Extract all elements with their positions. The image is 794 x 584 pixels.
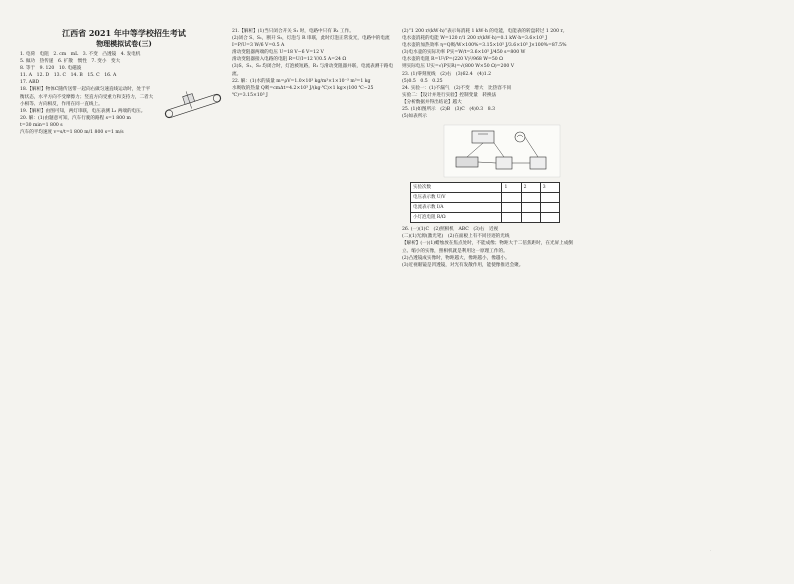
answer-line: 17. ABD [20, 80, 40, 86]
table-cell [521, 213, 540, 223]
answer-line: 19.【解析】由图可知，两灯串联，电压表测 L₁ 两端的电压。 [20, 108, 146, 114]
answer-block-26 [402, 226, 580, 269]
table-row-label: 电压表示数 U/V [411, 193, 502, 203]
table-cell [521, 193, 540, 203]
answer-line: 滑动变阻器接入电路的电阻 R=U/I=12 V/0.5 A=24 Ω [232, 57, 347, 63]
table-header-cell: 实验次数 [411, 183, 502, 193]
table-header-cell: 2 [521, 183, 540, 193]
answer-line: 5. 做功 热传递 6. 扩散 惯性 7. 变小 变大 [20, 59, 121, 65]
answer-line: 电水壶消耗的电能 W=120 r/1 200 r/(kW·h)=0.1 kW·h=3.6×10⁵ J [402, 36, 548, 42]
answer-line: 20. 解：(1)由题意可知，汽车行驶的路程 s=1 800 m [20, 115, 131, 121]
circuit-diagram [442, 123, 562, 179]
answer-line: (3)近视眼镜是凹透镜，对光有发散作用，能使像推迟会聚。 [402, 262, 524, 268]
answer-line: (2)“1 200 r/(kW·h)”表示每消耗 1 kW·h 的电能，电能表的转盘转过 1 200 r。 [402, 29, 568, 34]
answer-line: 电水壶的电阻 R=U²/P=(220 V)²/968 W=50 Ω [402, 57, 503, 63]
answer-line: 【分析数据并得出结论】越大 [402, 99, 462, 105]
table-row [411, 193, 560, 203]
answer-line: (二)(1)光源(激光笔) (2)在面板上有不同径迹的光线 [402, 234, 510, 240]
answer-line: t=30 min=1 800 s [20, 122, 63, 128]
answer-line: (3)S、S₁、S₂ 均闭合时，灯泡被短路，R₁ 与滑动变阻器并联，电流表测干路电流。 [232, 64, 394, 77]
scan-mark: · [710, 548, 712, 553]
answer-line: 1. 电荷 电阻 2. cm mL 3. 不变 凸透镜 4. 发电机 [20, 52, 141, 57]
answer-line: 22. 解：(1)水的质量 m=ρV=1.0×10³ kg/m³×1×10⁻³ m³=1 kg [232, 78, 371, 84]
answer-line: 水吸收的热量 Q吸=cmΔt=4.2×10³ J/(kg·℃)×1 kg×(100 ℃−25 ℃)=3.15×10⁵ J [232, 85, 374, 98]
answer-line: 24. 实验一：(1)不漏气 (2)不变 增大 比热容不同 [402, 85, 512, 91]
answer-line: 8. 等于 9. 120 10. 电磁波 [20, 66, 82, 72]
answer-line: (5)0.5 0.5 0.25 [402, 78, 443, 84]
table-row [411, 213, 560, 223]
table-row-label: 电流表示数 I/A [411, 203, 502, 213]
table-header-row [411, 183, 560, 193]
data-table [410, 182, 560, 223]
column-left [20, 28, 228, 136]
answer-line: 汽车的平均速度 v=s/t=1 800 m/1 800 s=1 m/s [20, 130, 124, 136]
table-cell [521, 203, 540, 213]
table-row [411, 203, 560, 213]
answer-line: 【解析】(一)(1)蜡烛放在焦点处时，不能成像；物距大于二倍焦距时，在光屏上成倒立、缩小的实像，照相机就是利用这一原理工作的。 [402, 241, 573, 254]
table-header-cell: 1 [502, 183, 521, 193]
answer-line: 23. (1)零刻度线 (2)右 (3)62.4 (4)1.2 [402, 71, 492, 77]
table-cell [502, 213, 521, 223]
table-cell [540, 203, 559, 213]
answer-line: (2)凸透镜成实像时，物距越大，像距越小，像越小。 [402, 255, 510, 261]
column-right [402, 28, 580, 269]
answer-line: 则实际电压 U实=√(P实R)=√(800 W×50 Ω)=200 V [402, 64, 515, 70]
answer-line: 18.【解析】物体C随传送带一起向右做匀速直线运动时，处于平衡状态，水平方向不受摩擦力；竖直方向受重力和支持力，二者大小相等、方向相反，作用在同一直线上。 [20, 87, 154, 107]
answer-line: 21.【解析】(1)当只闭合开关 S₁ 时，电路中只有 R₁ 工作。 [232, 29, 354, 34]
column-middle [232, 28, 400, 99]
answer-line: (3)电水壶的实际功率 P实=W/t=3.6×10⁵ J/450 s=800 W [402, 50, 526, 56]
conveyor-figure [158, 88, 228, 120]
answer-line: 电水壶的加热效率 η=Q吸/W×100%=3.15×10⁵ J/3.6×10⁵ J×100%=87.5% [402, 43, 567, 49]
answer-line: (2)闭合 S、S₁，断开 S₂，灯泡与 R 串联，此时灯泡正常发光，电路中的电流 I=P/U=3 W/6 V=0.5 A [232, 36, 390, 49]
answer-line: 实验二：【设计并进行实验】控制变量 转换法 [402, 92, 497, 98]
answer-line: 25. (1)如图所示 (2)B (3)C (4)0.3 8.3 [402, 107, 496, 113]
answer-line: 滑动变阻器两端的电压 U=18 V−6 V=12 V [232, 50, 324, 56]
table-cell [540, 193, 559, 203]
exam-subtitle: 物理模拟试卷(三) [96, 39, 152, 48]
table-row-label: 小灯泡电阻 R/Ω [411, 213, 502, 223]
answer-line: 11. A 12. D 13. C 14. B 15. C 16. A [20, 73, 117, 79]
table-cell [502, 193, 521, 203]
exam-title: 江西省 2021 年中等学校招生考试 [62, 28, 186, 38]
answer-line: (5)如表所示 [402, 114, 427, 120]
table-cell [540, 213, 559, 223]
table-header-cell: 3 [540, 183, 559, 193]
table-cell [502, 203, 521, 213]
answer-line: 26. (一)(1)C (2)照相机 ABC (3)右 近视 [402, 227, 499, 233]
